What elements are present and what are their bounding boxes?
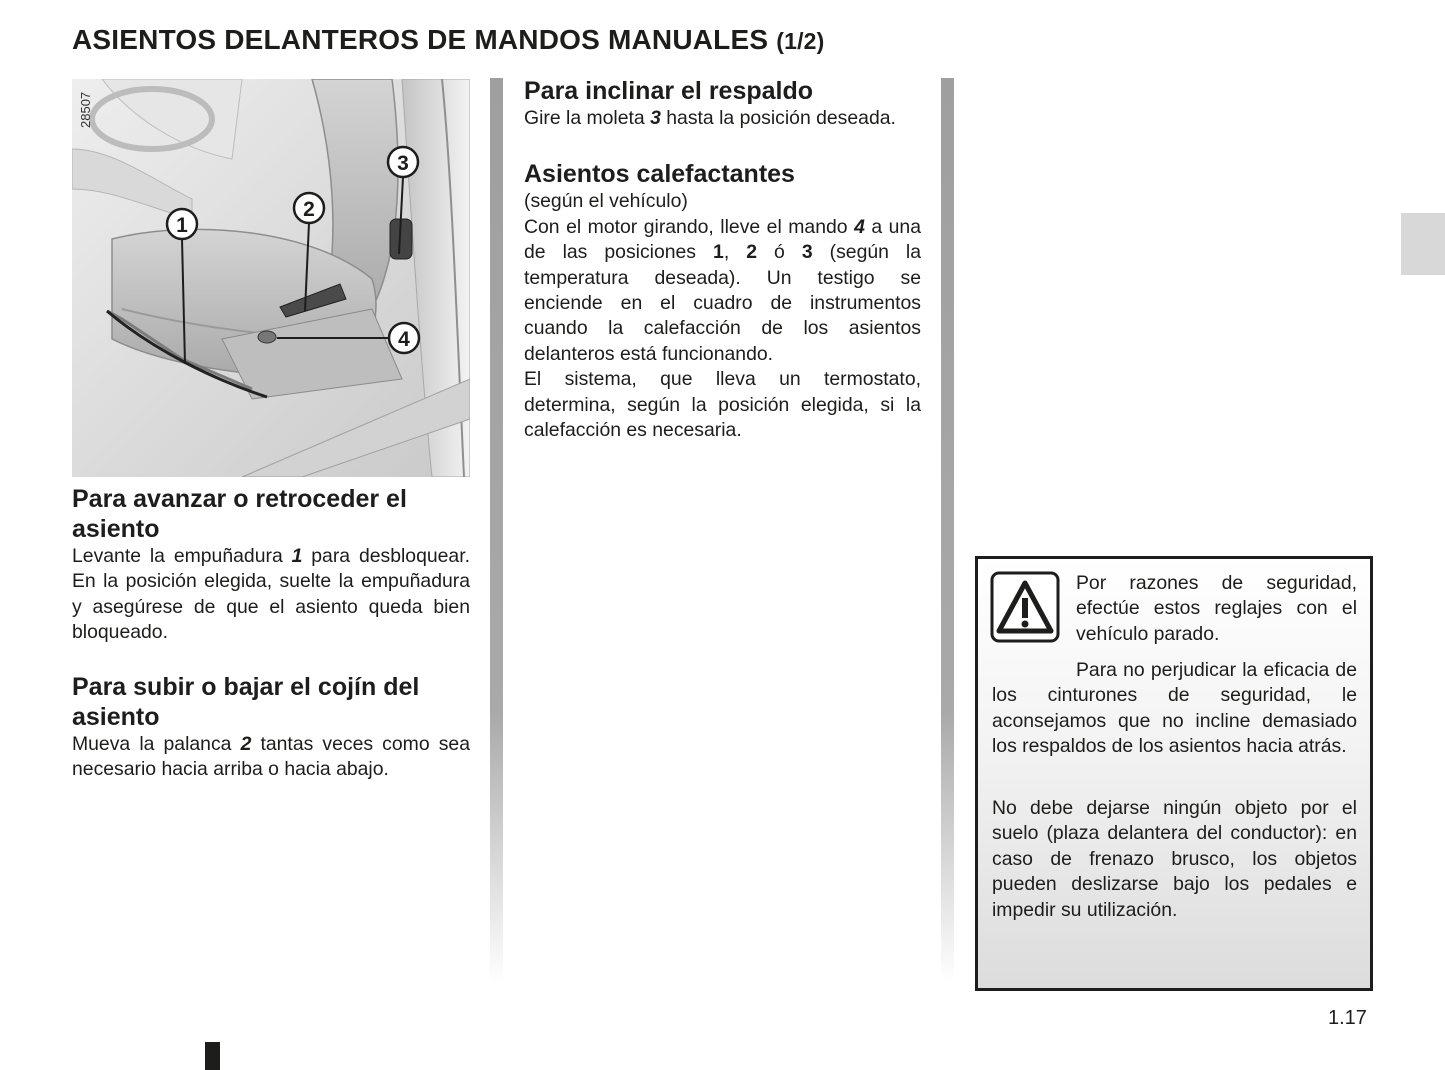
section-heading: Para inclinar el respaldo	[524, 77, 814, 105]
title-main: ASIENTOS DELANTEROS DE MANDOS MANUALES	[72, 24, 769, 55]
callout-1	[167, 209, 197, 239]
section-text: Levante la empuñadura 1 para desbloquear. En la posición elegida, suelte la empuñadura y asegúrese de que el asiento queda bien bloqueado.	[72, 545, 470, 644]
warning-text-1: Por razones de seguridad, efectúe estos reglajes con el vehículo parado.	[1076, 572, 1357, 645]
column-divider-left	[490, 78, 503, 983]
section-text: El sistema, que lleva un termostato, determina, según la posición elegida, si la calefacción es necesaria.	[524, 368, 921, 442]
warning-text-3: No debe dejarse ningún objeto por el suelo (plaza delantera del conductor): en caso de frenazo brusco, los objetos pueden deslizarse bajo los pedales e impedir su utilización.	[992, 797, 1357, 921]
section-heading: Para subir o bajar el cojín del asiento	[72, 672, 420, 731]
chapter-tab	[1401, 213, 1445, 275]
section-heading: Para avanzar o retroceder el asiento	[72, 485, 407, 543]
section-forward-back	[72, 484, 470, 646]
svg-text:3: 3	[397, 152, 409, 175]
page-number: 1.17	[1328, 1007, 1367, 1029]
callout-4	[389, 323, 419, 353]
bottom-marker	[205, 1042, 220, 1070]
section-raise-lower	[72, 672, 470, 783]
section-heading: Asientos calefactantes	[524, 160, 795, 189]
title-suffix: (1/2)	[776, 28, 825, 54]
section-text: Con el motor girando, lleve el mando 4 a una de las posiciones 1, 2 ó 3 (según la temperatura deseada). Un testigo se enciende en el cuadro de instrumentos cuando la calefacción de los asientos delanteros está funcionando.	[524, 215, 922, 365]
seat-illustration	[72, 79, 470, 477]
svg-text:2: 2	[303, 198, 315, 221]
left-column	[72, 484, 470, 808]
svg-text:1: 1	[176, 214, 188, 237]
svg-text:4: 4	[398, 328, 410, 351]
seat-drawing	[72, 79, 470, 477]
warning-triangle-icon	[990, 571, 1060, 643]
middle-column	[524, 76, 921, 469]
warning-box	[975, 556, 1373, 991]
section-text: Gire la moleta 3 hasta la posición deseada.	[524, 107, 896, 129]
callout-3	[388, 147, 418, 177]
image-code: 28507	[78, 91, 93, 128]
section-note: (según el vehículo)	[524, 190, 688, 213]
section-recline	[524, 76, 921, 131]
warning-text-2: Para no perjudicar la eficacia de los cinturones de seguridad, le aconsejamos que no incline demasiado los respaldos de los asientos hacia atrás.	[992, 659, 1357, 758]
section-text: Mueva la palanca 2 tantas veces como sea necesario hacia arriba o hacia abajo.	[72, 732, 470, 781]
callout-2	[294, 193, 324, 223]
page-title	[72, 24, 825, 56]
column-divider-right	[941, 78, 954, 983]
section-heated	[524, 159, 921, 443]
ref-4: 4	[854, 215, 865, 238]
ref-2: 2	[240, 732, 252, 755]
ref-3: 3	[650, 107, 661, 129]
ref-1: 1	[291, 545, 303, 567]
